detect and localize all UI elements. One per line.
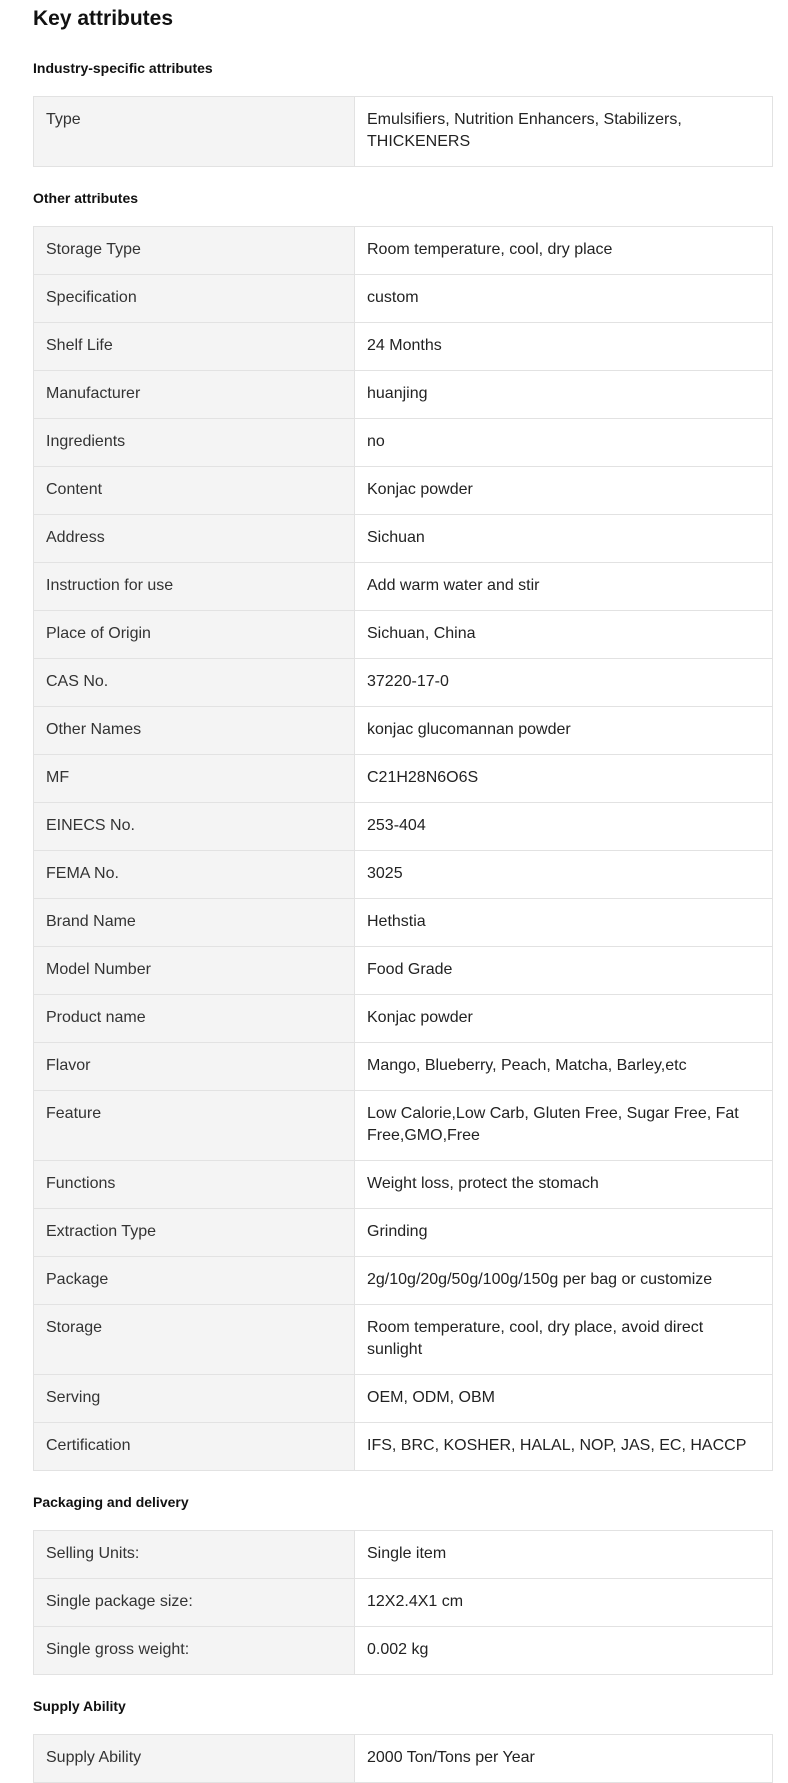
attribute-label: Content [34,467,355,515]
table-row [34,1531,773,1579]
attribute-value: Konjac powder [355,467,773,515]
attribute-label: Manufacturer [34,371,355,419]
attribute-value: Grinding [355,1209,773,1257]
attribute-label: Selling Units: [34,1531,355,1579]
attribute-value: Konjac powder [355,995,773,1043]
table-row [34,995,773,1043]
table-row [34,755,773,803]
attribute-label: Product name [34,995,355,1043]
table-row [34,1209,773,1257]
attribute-value: custom [355,275,773,323]
attribute-label: FEMA No. [34,851,355,899]
attribute-label: Single gross weight: [34,1627,355,1675]
attribute-label: Package [34,1257,355,1305]
table-row [34,1423,773,1471]
attribute-label: MF [34,755,355,803]
attribute-label: Functions [34,1161,355,1209]
section-heading-other: Other attributes [33,190,139,206]
attribute-label: Supply Ability [34,1735,355,1783]
attribute-label: Shelf Life [34,323,355,371]
table-row [34,1305,773,1375]
attribute-value: Room temperature, cool, dry place [355,227,773,275]
table-row [34,1161,773,1209]
attribute-value: 37220-17-0 [355,659,773,707]
table-row [34,611,773,659]
attribute-value: konjac glucomannan powder [355,707,773,755]
table-row [34,1627,773,1675]
table-row [34,515,773,563]
attribute-label: Storage [34,1305,355,1375]
table-row [34,899,773,947]
attribute-value: 2g/10g/20g/50g/100g/150g per bag or customize [355,1257,773,1305]
table-row [34,1091,773,1161]
attribute-value: Mango, Blueberry, Peach, Matcha, Barley,etc [355,1043,773,1091]
table-row [34,707,773,755]
table-row [34,97,773,167]
table-row [34,1735,773,1783]
attribute-label: Model Number [34,947,355,995]
table-row [34,419,773,467]
table-row [34,1375,773,1423]
table-row [34,1257,773,1305]
attributes-table-packaging [33,1530,773,1675]
attribute-value: Room temperature, cool, dry place, avoid direct sunlight [355,1305,773,1375]
section-heading-supply: Supply Ability [33,1698,126,1714]
attribute-label: Extraction Type [34,1209,355,1257]
table-row [34,371,773,419]
attribute-value: 0.002 kg [355,1627,773,1675]
attribute-value: C21H28N6O6S [355,755,773,803]
attribute-label: Storage Type [34,227,355,275]
table-row [34,803,773,851]
table-row [34,947,773,995]
attribute-value: OEM, ODM, OBM [355,1375,773,1423]
attribute-value: Emulsifiers, Nutrition Enhancers, Stabilizers, THICKENERS [355,97,773,167]
attribute-value: 2000 Ton/Tons per Year [355,1735,773,1783]
attribute-value: Sichuan, China [355,611,773,659]
attribute-value: Food Grade [355,947,773,995]
section-heading-industry: Industry-specific attributes [33,60,213,76]
table-row [34,227,773,275]
attribute-label: Other Names [34,707,355,755]
attribute-value: 3025 [355,851,773,899]
attribute-label: CAS No. [34,659,355,707]
table-row [34,563,773,611]
attribute-value: 24 Months [355,323,773,371]
attributes-table-other [33,226,773,1471]
attribute-label: Address [34,515,355,563]
attribute-label: Brand Name [34,899,355,947]
table-row [34,467,773,515]
attributes-table-supply [33,1734,773,1783]
table-row [34,851,773,899]
attribute-label: Ingredients [34,419,355,467]
attribute-label: Type [34,97,355,167]
attribute-value: Single item [355,1531,773,1579]
page-title: Key attributes [33,7,174,30]
attribute-value: IFS, BRC, KOSHER, HALAL, NOP, JAS, EC, HACCP [355,1423,773,1471]
attribute-label: Serving [34,1375,355,1423]
attribute-label: Place of Origin [34,611,355,659]
attribute-value: Weight loss, protect the stomach [355,1161,773,1209]
attribute-value: 253-404 [355,803,773,851]
attribute-label: Flavor [34,1043,355,1091]
attribute-label: EINECS No. [34,803,355,851]
attribute-value: Sichuan [355,515,773,563]
table-row [34,275,773,323]
attribute-label: Instruction for use [34,563,355,611]
attribute-value: huanjing [355,371,773,419]
table-row [34,659,773,707]
attribute-label: Certification [34,1423,355,1471]
attributes-table-industry [33,96,773,167]
attribute-value: Add warm water and stir [355,563,773,611]
attribute-value: 12X2.4X1 cm [355,1579,773,1627]
attribute-label: Specification [34,275,355,323]
table-row [34,1579,773,1627]
attribute-label: Feature [34,1091,355,1161]
attribute-value: Hethstia [355,899,773,947]
table-row [34,323,773,371]
attribute-label: Single package size: [34,1579,355,1627]
attribute-value: no [355,419,773,467]
attribute-value: Low Calorie,Low Carb, Gluten Free, Sugar Free, Fat Free,GMO,Free [355,1091,773,1161]
table-row [34,1043,773,1091]
section-heading-packaging: Packaging and delivery [33,1494,189,1510]
